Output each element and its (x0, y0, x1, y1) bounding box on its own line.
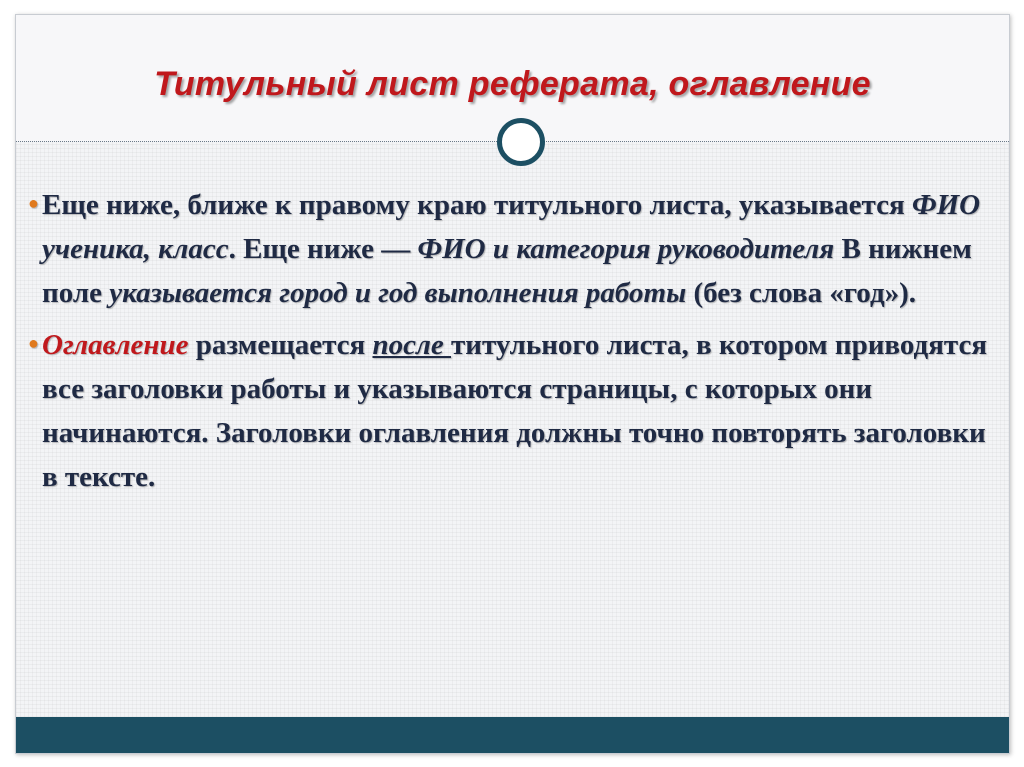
bullet-2-text-3: после (372, 329, 451, 361)
slide (15, 14, 1010, 754)
footer-bar (16, 717, 1009, 753)
bullet-1-text-3: . Еще ниже — (228, 233, 418, 265)
bullet-1-text-7: (без слова «год»). (686, 277, 917, 309)
bullet-2-text-2: размещается (188, 329, 373, 361)
bullet-item-1 (28, 183, 988, 315)
bullet-2-text-1: Оглавление (42, 329, 189, 361)
slide-title: Титульный лист реферата, оглавление (154, 65, 871, 103)
bullet-2-text-4: титульного листа, в котором приводятся все заголовки работы и указываются страницы, с которых они начинаются. Заголовки оглавления должны точно повторять заголовки в тексте. (42, 329, 988, 493)
bullet-dot-icon: ● (28, 333, 39, 353)
bullet-1-text-2: ФИО ученика, класс (42, 189, 981, 265)
bullet-1-text-1: Еще ниже, ближе к правому краю титульного листа, указывается (42, 189, 912, 221)
circle-ornament-icon (497, 118, 545, 166)
bullet-item-2 (28, 323, 988, 499)
bullet-1-text-6: указывается город и год выполнения работы (109, 277, 687, 309)
bullet-1-text-4: ФИО и категория руководителя (417, 233, 835, 265)
bullet-list (28, 183, 988, 507)
bullet-1-text-5: В нижнем поле (42, 233, 972, 309)
bullet-dot-icon: ● (28, 193, 39, 213)
